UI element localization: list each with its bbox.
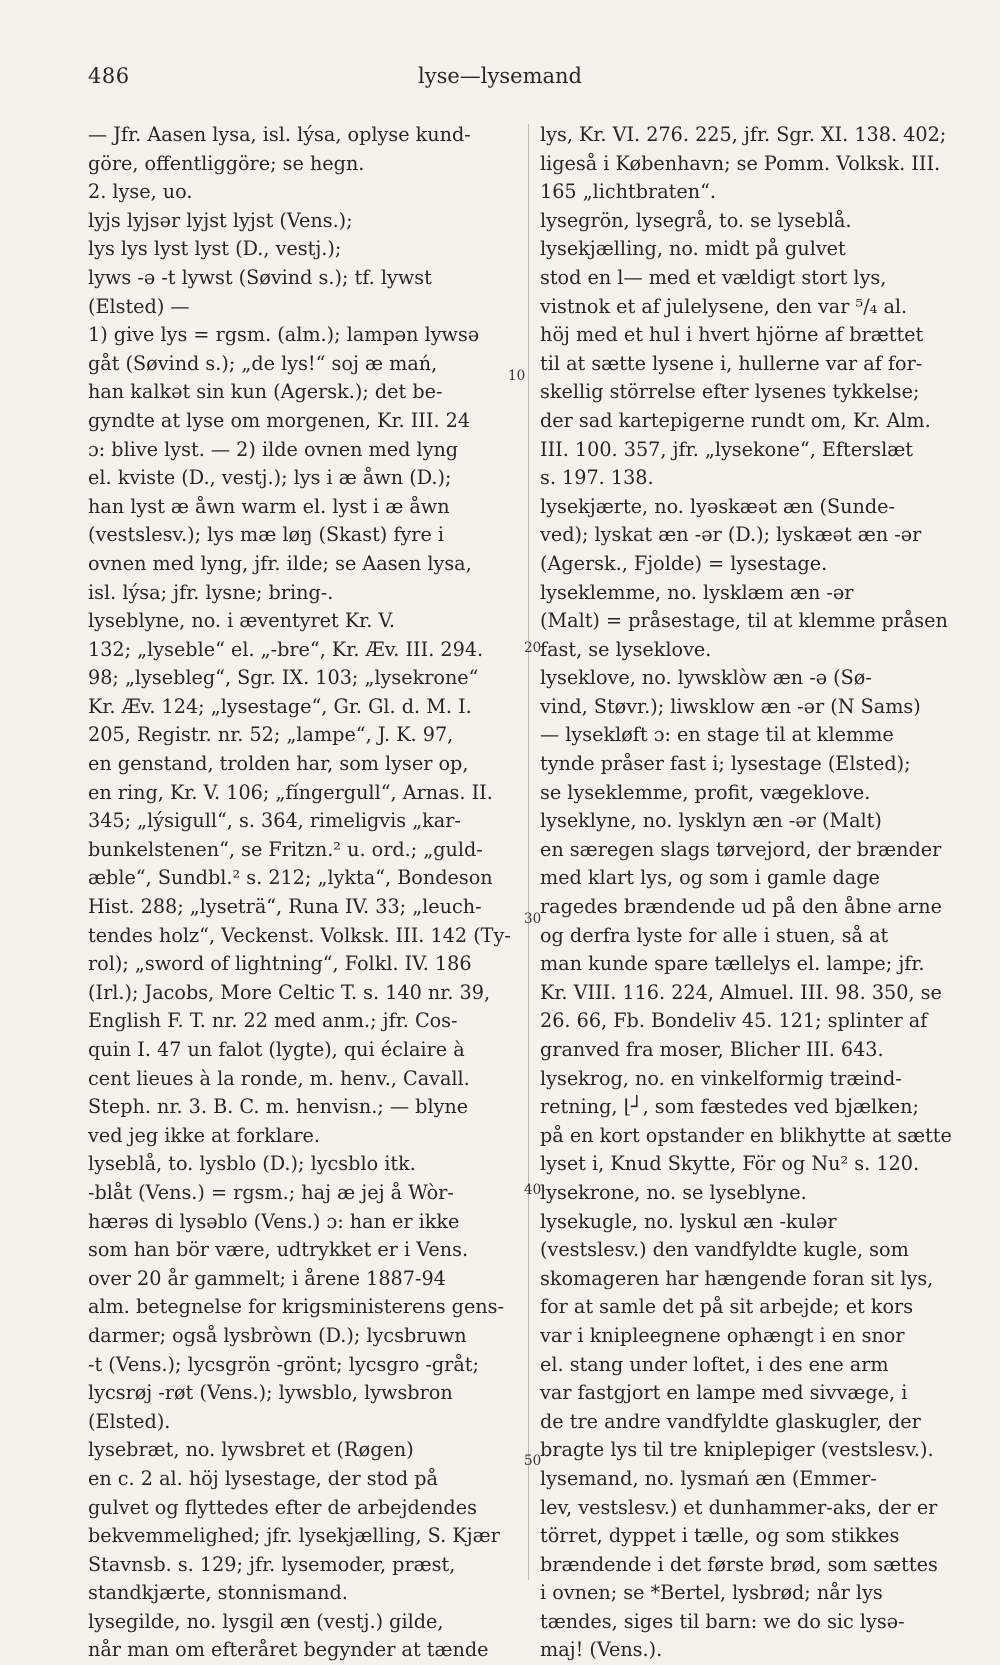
text-line: tynde pråser fast i; lysestage (Elsted);: [540, 752, 911, 776]
text-line: standkjærte, stonnismand.: [88, 1581, 348, 1605]
text-line: lysebræt, no. lywsbret et (Røgen): [88, 1438, 414, 1462]
text-line: cent lieues à la ronde, m. henv., Cavall.: [88, 1066, 470, 1090]
text-line: æble“, Sundbl.² s. 212; „lykta“, Bondeson: [88, 866, 493, 890]
text-line: han kalkət sin kun (Agersk.); det be-: [88, 380, 443, 404]
text-line: 98; „lysebleg“, Sgr. IX. 103; „lysekrone“: [88, 666, 479, 690]
text-line: — Jfr. Aasen lysa, isl. lýsa, oplyse kund-: [88, 123, 471, 146]
text-line: og derfra lyste for alle i stuen, så at: [540, 923, 889, 947]
text-line: bunkelstenen“, se Fritzn.² u. ord.; „guld-: [88, 837, 483, 861]
text-line: Hist. 288; „lyseträ“, Runa IV. 33; „leuch-: [88, 895, 482, 919]
text-line: over 20 år gammelt; i årene 1887-94: [88, 1266, 446, 1290]
text-line: isl. lýsa; jfr. lysne; bring-.: [88, 580, 334, 604]
text-line: — lysekløft ɔ: en stage til at klemme: [540, 723, 894, 747]
text-line: en ring, Kr. V. 106; „fíngergull“, Arnas. II.: [88, 780, 493, 804]
text-line: ovnen med lyng, jfr. ilde; se Aasen lysa,: [88, 551, 472, 575]
text-line: göre, offentliggöre; se hegn.: [88, 151, 365, 175]
text-line: man kunde spare tællelys el. lampe; jfr.: [540, 952, 925, 976]
text-line: -blåt (Vens.) = rgsm.; haj æ jej å Wòr-: [88, 1180, 454, 1204]
text-line: el. kviste (D., vestj.); lys i æ åwn (D.);: [88, 466, 452, 490]
text-line: tendes holz“, Veckenst. Volksk. III. 142 (Ty-: [88, 923, 511, 947]
text-line: som han bör være, udtrykket er i Vens.: [88, 1238, 469, 1262]
text-line: (Irl.); Jacobs, More Celtic T. s. 140 nr. 39,: [88, 980, 491, 1004]
text-line: ved); lyskat æn -ər (D.); lyskæət æn -ər: [540, 523, 922, 547]
text-line: lyws -ə -t lywst (Søvind s.); tf. lywst: [88, 265, 432, 289]
text-line: en genstand, trolden har, som lyser op,: [88, 752, 469, 776]
text-line: 205, Registr. nr. 52; „lampe“, J. K. 97,: [88, 723, 454, 747]
text-line: se lyseklemme, profit, vægeklove.: [540, 780, 871, 804]
text-line: ved jeg ikke at forklare.: [88, 1123, 321, 1147]
text-line: lysekrog, no. en vinkelformig træind-: [540, 1066, 902, 1090]
text-line: 2. lyse, uo.: [88, 180, 193, 204]
text-line: lycsrøj -røt (Vens.); lywsblo, lywsbron: [88, 1381, 453, 1405]
text-line: retning, ⌊┘, som fæstedes ved bjælken;: [540, 1095, 919, 1119]
text-line: 132; „lyseble“ el. „-bre“, Kr. Æv. III. 294.: [88, 637, 484, 661]
text-line: der sad kartepigerne rundt om, Kr. Alm.: [540, 408, 931, 432]
text-line: stod en l— med et vældigt stort lys,: [540, 265, 887, 289]
text-line: (Malt) = pråsestage, til at klemme pråsen: [540, 609, 948, 633]
text-line: tændes, siges til barn: we do sic lysə-: [540, 1609, 905, 1633]
line-number-20: 20: [524, 640, 542, 656]
text-line: lysekugle, no. lyskul æn -kulər: [540, 1209, 837, 1233]
text-line: alm. betegnelse for krigsministerens gens-: [88, 1295, 504, 1319]
text-line: el. stang under loftet, i des ene arm: [540, 1352, 889, 1376]
text-line: (vestslesv.); lys mæ løŋ (Skast) fyre i: [88, 523, 445, 547]
line-number-30: 30: [524, 911, 542, 927]
text-line: ɔ: blive lyst. — 2) ilde ovnen med lyng: [88, 437, 459, 461]
text-line: vind, Støvr.); liwsklow æn -ər (N Sams): [540, 694, 921, 718]
text-line: gulvet og flyttedes efter de arbejdendes: [88, 1495, 477, 1519]
text-line: gåt (Søvind s.); „de lys!“ soj æ mań,: [88, 351, 438, 375]
text-line: bekvemmelighed; jfr. lysekjælling, S. Kjær: [88, 1524, 500, 1548]
text-line: Stavnsb. s. 129; jfr. lysemoder, præst,: [88, 1552, 456, 1576]
line-number-40: 40: [524, 1182, 542, 1198]
text-line: bragte lys til tre kniplepiger (vestslesv.).: [540, 1438, 934, 1462]
text-line: til at sætte lysene i, hullerne var af for-: [540, 351, 923, 375]
text-line: törret, dyppet i tælle, og som stikkes: [540, 1524, 900, 1548]
text-line: hærəs di lysəblo (Vens.) ɔ: han er ikke: [88, 1209, 460, 1233]
text-line: 26. 66, Fb. Bondeliv 45. 121; splinter af: [540, 1009, 928, 1033]
text-line: de tre andre vandfyldte glaskugler, der: [540, 1409, 921, 1433]
text-line: -t (Vens.); lycsgrön -grönt; lycsgro -gråt;: [88, 1352, 479, 1376]
text-line: for at samle det på sit arbejde; et kors: [540, 1295, 914, 1319]
text-line: lysemand, no. lysmań æn (Emmer-: [540, 1466, 877, 1490]
text-line: rol); „sword of lightning“, Folkl. IV. 186: [88, 952, 472, 976]
line-number-10: 10: [508, 368, 526, 384]
text-line: lyjs lyjsər lyjst lyjst (Vens.);: [88, 208, 353, 232]
text-line: lysekjærte, no. lyəskæət æn (Sunde-: [540, 494, 895, 518]
text-line: i ovnen; se *Bertel, lysbrød; når lys: [540, 1581, 883, 1605]
text-line: lys lys lyst lyst (D., vestj.);: [88, 237, 342, 261]
text-line: Steph. nr. 3. B. C. m. henvisn.; — blyne: [88, 1095, 469, 1119]
text-line: var i knipleegnene ophængt i en snor: [540, 1323, 905, 1347]
text-line: English F. T. nr. 22 med anm.; jfr. Cos-: [88, 1009, 458, 1033]
text-line: lysekjælling, no. midt på gulvet: [540, 237, 846, 261]
column-divider: [528, 124, 529, 1580]
left-column: [88, 121, 520, 1665]
text-line: höj med et hul i hvert hjörne af brættet: [540, 323, 924, 347]
text-line: III. 100. 357, jfr. „lysekone“, Efterslæt: [540, 437, 913, 461]
text-line: ragedes brændende ud på den åbne arne: [540, 895, 942, 919]
right-column: [540, 121, 970, 1665]
text-line: lys, Kr. VI. 276. 225, jfr. Sgr. XI. 138. 402;: [540, 123, 947, 146]
text-line: fast, se lyseklove.: [540, 637, 712, 661]
running-title: lyse—lysemand: [418, 64, 582, 88]
text-line: på en kort opstander en blikhytte at sætte: [540, 1123, 952, 1147]
text-line: Kr. Æv. 124; „lysestage“, Gr. Gl. d. M. I.: [88, 694, 472, 718]
text-line: 345; „lýsigull“, s. 364, rimeligvis „kar-: [88, 809, 461, 833]
text-line: quin I. 47 un falot (lygte), qui éclaire à: [88, 1038, 465, 1061]
text-line: darmer; også lysbròwn (D.); lycsbruwn: [88, 1323, 467, 1347]
line-number-50: 50: [524, 1453, 542, 1469]
text-line: lyseklove, no. lywsklòw æn -ə (Sø-: [540, 666, 872, 690]
text-line: lyset i, Knud Skytte, För og Nu² s. 120.: [540, 1152, 920, 1176]
text-line: ligeså i København; se Pomm. Volksk. III.: [540, 151, 941, 175]
text-line: en c. 2 al. höj lysestage, der stod på: [88, 1466, 438, 1490]
text-line: 165 „lichtbraten“.: [540, 180, 716, 204]
text-line: brændende i det første brød, som sættes: [540, 1552, 938, 1576]
text-line: han lyst æ åwn warm el. lyst i æ åwn: [88, 494, 450, 518]
page-number: 486: [88, 64, 130, 88]
text-line: var fastgjort en lampe med sivvæge, i: [540, 1381, 908, 1405]
text-line: med klart lys, og som i gamle dage: [540, 866, 880, 890]
text-line: lyseblyne, no. i æventyret Kr. V.: [88, 609, 396, 633]
text-line: skellig störrelse efter lysenes tykkelse;: [540, 380, 920, 404]
text-line: s. 197. 138.: [540, 466, 654, 490]
text-line: gyndte at lyse om morgenen, Kr. III. 24: [88, 408, 471, 432]
text-line: når man om efteråret begynder at tænde: [88, 1638, 489, 1662]
text-line: (Agersk., Fjolde) = lysestage.: [540, 551, 828, 575]
text-line: lysegrön, lysegrå, to. se lyseblå.: [540, 208, 852, 232]
text-line: lysekrone, no. se lyseblyne.: [540, 1180, 807, 1204]
text-line: lysegilde, no. lysgil æn (vestj.) gilde,: [88, 1609, 444, 1633]
text-line: maj! (Vens.).: [540, 1638, 663, 1662]
text-line: (vestslesv.) den vandfyldte kugle, som: [540, 1238, 909, 1262]
text-line: lyseklemme, no. lysklæm æn -ər: [540, 580, 854, 604]
text-line: Kr. VIII. 116. 224, Almuel. III. 98. 350, se: [540, 980, 942, 1004]
text-line: lev, vestslesv.) et dunhammer-aks, der er: [540, 1495, 938, 1519]
text-line: en særegen slags tørvejord, der brænder: [540, 837, 942, 861]
text-line: (Elsted) —: [88, 294, 190, 318]
text-line: skomageren har hængende foran sit lys,: [540, 1266, 934, 1290]
text-line: 1) give lys = rgsm. (alm.); lampən lywsə: [88, 323, 480, 347]
text-line: lyseklyne, no. lysklyn æn -ər (Malt): [540, 809, 882, 833]
text-line: vistnok et af julelysene, den var ⁵/₄ al.: [540, 294, 908, 318]
text-line: granved fra moser, Blicher III. 643.: [540, 1038, 884, 1061]
text-line: lyseblå, to. lysblo (D.); lycsblo itk.: [88, 1152, 416, 1176]
text-line: (Elsted).: [88, 1409, 171, 1433]
